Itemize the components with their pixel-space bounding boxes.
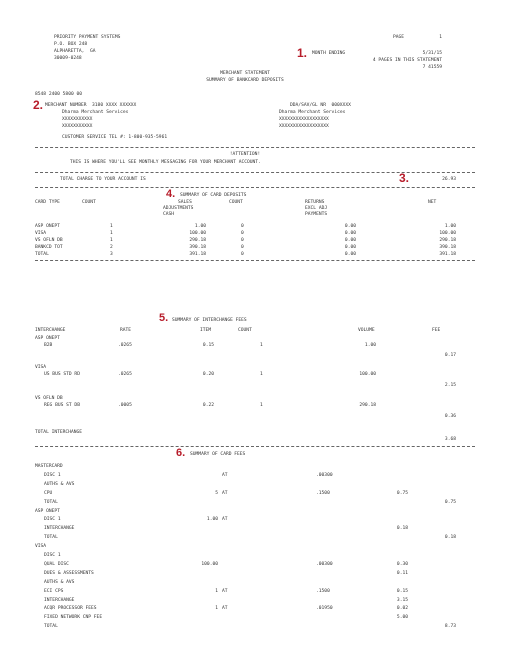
col-adjustments: ADJUSTMENTS	[163, 206, 194, 211]
card-fee-rate: .1500	[316, 588, 330, 594]
account-reference: 8548 2400 5800 00	[35, 92, 83, 97]
deposit-row-type: VISA	[35, 231, 47, 236]
interchange-count: 1	[260, 372, 263, 377]
deposit-row-count: 1	[110, 238, 113, 243]
card-fee-value: 0.15	[396, 588, 408, 594]
col-fee: FEE	[432, 328, 441, 333]
divider	[35, 187, 475, 188]
card-fee-rate: .1500	[316, 490, 330, 496]
card-fee-at: AT	[222, 588, 228, 594]
deposit-row-count-2: 0	[241, 224, 244, 229]
card-fee-value: 0.75	[396, 490, 408, 496]
total-charge-value: 26.93	[442, 177, 456, 182]
divider	[35, 260, 475, 261]
interchange-volume: 1.00	[364, 343, 376, 348]
card-fee-label: DUES & ASSESSMENTS	[44, 570, 94, 576]
interchange-line: US BUS STD RD	[44, 372, 80, 377]
card-fee-rate: .01950	[316, 606, 333, 612]
interchange-item: 0.22	[202, 403, 214, 408]
card-fee-label: TOTAL	[44, 624, 58, 630]
col-card-type: CARD TYPE	[35, 200, 60, 205]
card-fee-label: AUTHS & AVS	[44, 579, 75, 585]
deposit-row-type: TOTAL	[35, 252, 49, 257]
card-fee-at: AT	[222, 472, 228, 478]
col-net: NET	[428, 200, 437, 205]
interchange-volume: 100.00	[359, 372, 376, 377]
card-fee-total: 0.75	[444, 499, 456, 505]
card-fee-label: DISC 1	[44, 472, 61, 478]
card-fee-value: 0.11	[396, 570, 408, 576]
attention-title: !ATTENTION!	[229, 152, 261, 157]
interchange-group-name: VS OFLN DB	[35, 396, 63, 401]
deposit-row-count: 1	[110, 231, 113, 236]
deposit-row-returns: 0.00	[344, 245, 356, 250]
marker-4: 4.	[166, 188, 176, 200]
card-fee-value: 5.00	[396, 615, 408, 621]
page-number: 1	[439, 35, 442, 40]
card-fee-label: INTERCHANGE	[44, 526, 75, 532]
merchant-name-left: Dharma Merchant Services	[62, 110, 129, 115]
card-fee-amount: 1	[215, 606, 218, 612]
col-sales: SALES	[178, 200, 192, 205]
company-name: PRIORITY PAYMENT SYSTEMS	[54, 35, 121, 40]
col-payments: PAYMENTS	[305, 212, 328, 217]
col-volume: VOLUME	[358, 328, 375, 333]
interchange-item: 0.20	[202, 372, 214, 377]
col-item: ITEM	[200, 328, 212, 333]
card-fee-label: DISC 1	[44, 517, 61, 523]
col-cash: CASH	[163, 212, 175, 217]
card-fee-label: TOTAL	[44, 499, 58, 505]
marker-6: 6.	[176, 447, 186, 459]
company-zip: 30009-0248	[54, 56, 82, 61]
divider	[35, 147, 475, 148]
deposit-row-net: 390.18	[439, 245, 456, 250]
card-fee-label: FIXED NETWORK CNP FEE	[44, 615, 103, 621]
card-fee-label: TOTAL	[44, 535, 58, 541]
card-fee-label: AUTHS & AVS	[44, 481, 75, 487]
deposit-row-net: 391.18	[439, 252, 456, 257]
page-label: PAGE	[393, 35, 405, 40]
summary-bankcard-deposits: SUMMARY OF BANKCARD DEPOSITS	[206, 78, 284, 83]
interchange-group-name: VISA	[35, 365, 47, 370]
deposit-row-net: 100.00	[439, 231, 456, 236]
total-interchange-value: 3.68	[444, 437, 456, 442]
interchange-item: 0.15	[202, 343, 214, 348]
deposits-title: SUMMARY OF CARD DEPOSITS	[180, 193, 247, 198]
interchange-rate: .0265	[118, 343, 132, 348]
interchange-count: 1	[260, 343, 263, 348]
interchange-line: B2B	[44, 343, 53, 348]
merchant-name-right: Dharma Merchant Services	[279, 110, 346, 115]
total-charge-label: TOTAL CHARGE TO YOUR ACCOUNT IS	[60, 177, 146, 182]
deposit-row-sales: 1.00	[194, 224, 206, 229]
deposit-row-sales: 100.00	[189, 231, 206, 236]
deposit-row-type: BANKCD TOT	[35, 245, 63, 250]
card-fees-title: SUMMARY OF CARD FEES	[190, 452, 246, 457]
card-fee-value: 3.15	[396, 597, 408, 603]
interchange-line: REG BUS ST DB	[44, 403, 80, 408]
interchange-fee: 0.17	[444, 353, 456, 358]
deposit-row-returns: 0.00	[344, 231, 356, 236]
month-ending-date: 5/31/15	[422, 51, 442, 56]
deposit-row-count-2: 0	[241, 238, 244, 243]
interchange-volume: 290.18	[359, 403, 376, 408]
deposit-row-returns: 0.00	[344, 252, 356, 257]
total-interchange-label: TOTAL INTERCHANGE	[35, 430, 83, 435]
card-fee-label: CPU	[44, 490, 53, 496]
deposit-row-returns: 0.00	[344, 238, 356, 243]
card-fee-total: 8.73	[444, 624, 456, 630]
company-po-box: P.O. BOX 248	[54, 42, 88, 47]
card-fee-label: DISC 1	[44, 553, 61, 558]
merchant-statement-title: MERCHANT STATEMENT	[220, 71, 270, 76]
card-fee-total: 0.18	[444, 535, 456, 541]
card-fee-amount: 5	[215, 490, 218, 496]
card-fee-at: AT	[222, 490, 228, 496]
address-left-1: XXXXXXXXXXX	[62, 117, 93, 122]
deposit-row-count-2: 0	[241, 252, 244, 257]
address-right-1: XXXXXXXXXXXXXXXXXX	[279, 117, 329, 122]
customer-service-phone: CUSTOMER SERVICE TEL #: 1-800-935-5961	[62, 135, 168, 140]
deposit-row-sales: 391.18	[189, 252, 206, 257]
col-rate: RATE	[120, 328, 132, 333]
card-fee-label: QUAL DISC	[44, 561, 69, 567]
interchange-fee: 2.15	[444, 383, 456, 388]
month-ending-label: MONTH ENDING	[312, 51, 346, 56]
col-count: COUNT	[238, 328, 252, 333]
col-interchange: INTERCHANGE	[35, 328, 66, 333]
interchange-title: SUMMARY OF INTERCHANGE FEES	[172, 318, 247, 323]
address-right-2: XXXXXXXXXXXXXXXXXX	[279, 124, 329, 129]
interchange-rate: .0005	[118, 403, 132, 408]
interchange-count: 1	[260, 403, 263, 408]
company-city: ALPHARETTA, GA	[54, 49, 96, 54]
deposit-row-count: 2	[110, 245, 113, 250]
card-fee-value: 0.02	[396, 606, 408, 612]
merchant-number: MERCHANT NUMBER 3180 XXXX XXXXXX	[45, 103, 137, 108]
col-returns: RETURNS	[305, 200, 325, 205]
deposit-row-count-2: 0	[241, 245, 244, 250]
card-fee-label: VISA	[35, 544, 47, 550]
card-fee-label: INTERCHANGE	[44, 597, 75, 603]
deposit-row-type: VS OFLN DB	[35, 238, 63, 243]
interchange-rate: .0265	[118, 372, 132, 377]
deposit-row-sales: 390.18	[189, 245, 206, 250]
card-fee-amount: 1.00	[206, 517, 218, 523]
dda-number: DDA/SAV/GL NR 000XXXX	[290, 103, 351, 108]
deposit-row-net: 1.00	[444, 224, 456, 229]
card-fee-value: 0.18	[396, 526, 408, 532]
card-fee-amount: 1	[215, 588, 218, 594]
marker-2: 2.	[33, 98, 44, 112]
deposit-row-count: 1	[110, 224, 113, 229]
divider	[35, 446, 475, 447]
col-count: COUNT	[82, 200, 96, 205]
card-fee-label: MASTERCARD	[35, 464, 63, 469]
card-fee-label: ASP ONEPT	[35, 508, 60, 514]
interchange-fee: 0.36	[444, 414, 456, 419]
marker-3: 3.	[399, 171, 410, 185]
card-fee-at: AT	[222, 606, 228, 612]
card-fee-rate: .00300	[316, 472, 333, 478]
deposit-row-returns: 0.00	[344, 224, 356, 229]
marker-5: 5.	[159, 312, 169, 324]
card-fee-value: 0.30	[396, 561, 408, 567]
deposit-row-net: 290.18	[439, 238, 456, 243]
deposit-row-type: ASP ONEPT	[35, 224, 60, 229]
marker-1: 1.	[297, 46, 308, 60]
deposit-row-count-2: 0	[241, 231, 244, 236]
card-fee-amount: 100.00	[201, 561, 218, 567]
attention-message: THIS IS WHERE YOU'LL SEE MONTHLY MESSAGING FOR YOUR MERCHANT ACCOUNT.	[70, 160, 261, 165]
interchange-group-name: ASP ONEPT	[35, 336, 60, 341]
pages-in-statement: 4 PAGES IN THIS STATEMENT	[372, 58, 442, 63]
col-excl-adj: EXCL ADJ	[305, 206, 328, 211]
deposit-row-count: 3	[110, 252, 113, 257]
statement-code: 7 41559	[422, 65, 442, 70]
address-left-2: XXXXXXXXXXX	[62, 124, 93, 129]
card-fee-label: ECI CPS	[44, 588, 64, 594]
col-count-2: COUNT	[229, 200, 243, 205]
card-fee-at: AT	[222, 517, 228, 523]
deposit-row-sales: 290.18	[189, 238, 206, 243]
card-fee-label: ACQR PROCESSOR FEES	[44, 606, 97, 612]
card-fee-rate: .00300	[316, 561, 333, 567]
